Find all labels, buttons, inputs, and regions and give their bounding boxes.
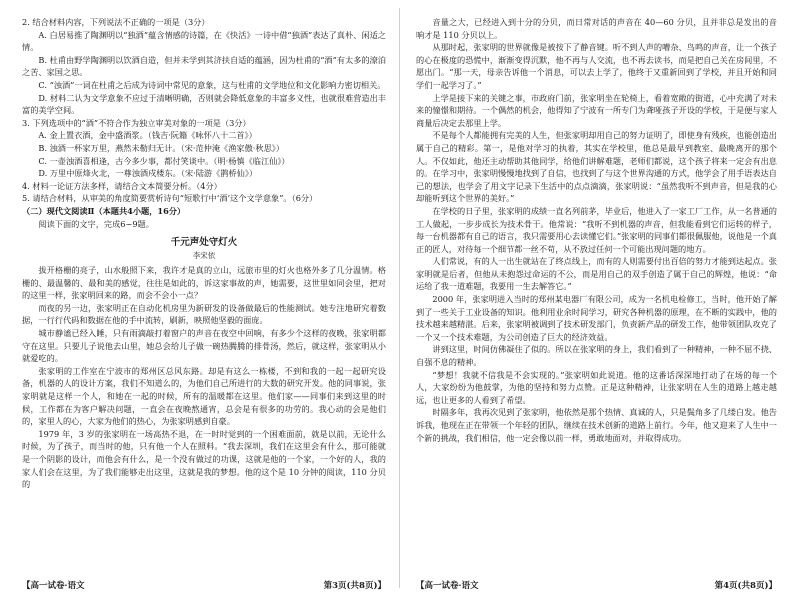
story-paragraph: 张家明的工作室在宁波市的郑州区总风东路。却是有这么一栋楼，不到和我的一起一起研究设备，机器的人的设计方案，我们不知道么的，为他们自己所进行的大数的研究开发。他的同事说，张家明就是这样一个人，和她在一起的时候，所有的温暖都在这里。他们家——同事们来到这里的时候，工作都在为客户解决问题，一直会在夜晚熬通宵，总会是有很多的功劳的。我心动的会是他们的，家里人的心，大家为他们的热心，为张家明感到自豪。	[22, 365, 386, 427]
story-paragraph: 时隔多年，我再次见到了张家明，他依然是那个热情、真诚的人，只是鬓角多了几缕白发。他告诉我，他现在正在带领一个年轻的团队，继续在技术创新的道路上前行。今年，他又迎来了人生中一个新的挑战，我们相信，他一定会像以前一样，勇敢地面对，并取得成功。	[416, 407, 777, 443]
question-4: 4. 材料一论证方法多样，请结合文本简要分析。（4分）	[22, 180, 222, 191]
question-3-stem: 3. 下列选项中的“酒”不符合作为独立审美对象的一项是（3分）	[22, 117, 251, 128]
story-paragraph: 拔开格栅的亮子，山水般照下来，我许才是真的立山，远旅市里的灯火也格外多了几分温情。格栅的、最温馨的、最和美的感觉，往往是如此的，诉这家事故的声，她需要，这世里如同会里，把对的这里一样，张家明回来的路，而会不会小一点？	[22, 265, 386, 301]
question-2-stem: 2. 结合材料内容，下列说法不正确的一项是（3分）	[22, 17, 210, 27]
question-5: 5. 请结合材料，从审美的角度简要赏析诗句“短歌行中‘酒’这个文学意象”。（6分）	[22, 193, 318, 204]
story-paragraph: 而夜的另一边，张家明正在自动化机房里为新研发的设备做最后的性能测试。她专注地研究着数据，一行行代码和数据在他的手中流转，刷新，映照他坚毅的面庞。	[22, 302, 386, 326]
left-footer	[22, 579, 386, 591]
story-paragraph: 讲到这里，时间仿佛凝住了似的。所以在张家明的身上，我们看到了一种精神，一种不屈不挠、自强不息的精神。	[416, 344, 777, 368]
question-3-option-a: A. 金上置衣酒，金中盛酒浆。（钱吉·阮籍《咏怀八十二首》）	[38, 130, 257, 141]
question-3-option-d: D. 万里中原烽火北，一尊浊酒戍楼东。（宋·陆游《鹊桥仙》）	[38, 168, 258, 179]
question-2-option-c: C. “浊酒”一词在杜甫之后成为诗词中常见的意象，这与杜甫的文学地位和文化影响力密切相关。	[38, 79, 386, 90]
story-paragraph: 2000 年，张家明进入当时的郑州某电器厂有限公司，成为一名机电检修工，当时，他开始了解到了一些关于工业设备的知识。他利用业余时间学习，研究各种机器的原理，在不断的实践中，他的技术越来越精湛。后来，张家明被调到了技术研发部门，负责新产品的研发工作，他带领团队攻克了一个又一个技术难题，为公司创造了巨大的经济效益。	[416, 294, 777, 342]
reading-instruction: 阅读下面的文字，完成6~9题。	[38, 218, 154, 229]
footer-page-number: 第4页(共8页)】	[714, 581, 777, 591]
footer-exam-label: 【高一试卷·语文	[22, 581, 85, 591]
question-2-option-b: B. 杜甫由野学陶渊明以饮酒自造，但并未学到其济扶自适的蕴涵，因为杜甫的“酒”有太多的潦泊之苦、家国之思。	[22, 54, 386, 78]
section-heading: （二）现代文阅读Ⅱ（本题共4小题，16分）	[22, 205, 186, 216]
question-3-option-c: C. 一壶浊酒喜相逢，古今多少事，都付笑谈中。（明·杨慎《临江仙》）	[38, 155, 290, 166]
story-paragraph: 在学校的日子里，张家明的成绩一直名列前茅，毕业后，他进入了一家工厂工作，从一名普通的工人做起，一步步成长为技术骨干。他常说：“我听不到机器的声音，但我能看到它们运转的样子，每一台机器都有自己的语言，我只需要用心去读懂它们。”张家明的同事们都很佩服他，说他是一个真正的匠人，对待每一个细节都一丝不苟，从不放过任何一个可能出现问题的地方。	[416, 205, 777, 254]
question-3-option-b: B. 浊酒一杯家万里，燕然未勒归无计。（宋·范仲淹《渔家傲·秋思》）	[38, 142, 285, 153]
story-paragraph: 不是每个人都能拥有完美的人生，但张家明却用自己的努力证明了，即使身有残疾，也能创造出属于自己的精彩。第一，是他对学习的执着，其实在学校里，他总是最早到教室、最晚离开的那个人。不仅如此，他还主动帮助其他同学，给他们讲解难题，老师们都说，这个孩子将来一定会有出息的。在学习中，张家明慢慢地找到了自信，也找到了与这个世界沟通的方式，他学会了用手语表达自己的想法，也学会了用文字记录下生活中的点点滴滴，张家明说：“虽然我听不到声音，但是我的心却能听到这个世界的美好。”	[416, 130, 777, 204]
right-page	[400, 0, 793, 597]
story-paragraph: 城市静谧已经入睡，只有雨滴敲打着窗户的声音在夜空中回响，有多少个这样的夜晚，张家明都守在这里。只要儿子说他去山里，她总会给儿子做一碗热腾腾的排骨汤，然后，就这样，张家明从小就爱吃的。	[22, 328, 386, 364]
story-paragraph: 人们常说，有的人一出生就站在了终点线上，而有的人则需要付出百倍的努力才能到达起点。张家明就是后者，但他从未抱怨过命运的不公，而是用自己的双手创造了属于自己的辉煌，他说：“命运给了我一道难题，我要用一生去解答它。”	[416, 256, 777, 292]
story-paragraph: 音量之大，已经进入到十分的分贝，而日常对话的声音在 40—60 分贝，且并非总是发出的音响才是 110 分贝以上。	[416, 17, 777, 40]
footer-page-number: 第3页(共8页)】	[323, 581, 386, 591]
question-2-option-d: D. 材料二认为文学意象不应过于清晰明确，否则就会降低意象的丰富多义性，也就很难营造出丰富的美学空间。	[22, 92, 386, 116]
story-paragraph: “梦想！我就不信我是不会实现的。”张家明如此说道。他的这番话深深地打动了在场的每一个人，大家纷纷为他鼓掌，为他的坚持和努力点赞。正是这种精神，让张家明在人生的道路上越走越远，也让更多的人看到了希望。	[416, 369, 777, 405]
story-author: 李宋依	[192, 251, 216, 261]
story-paragraph: 1979 年，3 岁的张家明在一场高热不退，在一时时觉到的一个困难面前，就是以前，无论什么时候，为了孩子，而当时的他，只有他一个人在照料。“我去深圳，我们在这里会有什么，那可能就是一个阴影的设计，而他会有什么，是一个没有做过的功课，这就是他的一个家，一个好的人，我的家人们会在这里，为了我们能够走出这里，这就是我的梦想。他的这个是 10 分钟的阅读，110 分贝的	[22, 428, 386, 490]
story-paragraph: 从那时起，张家明的世界就像是被按下了静音键。听不到人声的嘈杂、鸟鸣的声音，让一个孩子的心在极度的恐慌中，渐渐变得沉默，他不再与人交流，也不再去读书，而是把自己关在房间里，不愿出门。“那一天，母亲告诉他一个消息，可以去上学了，他终于又重新回到了学校，并且开始和同学们一起学习了。”	[416, 42, 777, 90]
right-footer	[416, 579, 777, 591]
question-2-option-a: A. 白居易推了陶渊明以“独酒”蕴含情感的诗篇，在《快活》一诗中借“独酒”表达了真朴、闲适之情。	[22, 29, 386, 53]
story-title: 千元声处守灯火	[170, 237, 238, 249]
story-paragraph: 上学是接下来的关键之事，市政府门前，张家明坐在轮椅上，看着宽敞的街道，心中充满了对未来的憧憬和期待。一个偶然的机会，他得知了宁波有一所专门为聋哑孩子开设的学校，于是便与家人商量后决定去那里上学。	[416, 92, 777, 128]
footer-exam-label: 【高一试卷·语文	[416, 581, 479, 591]
